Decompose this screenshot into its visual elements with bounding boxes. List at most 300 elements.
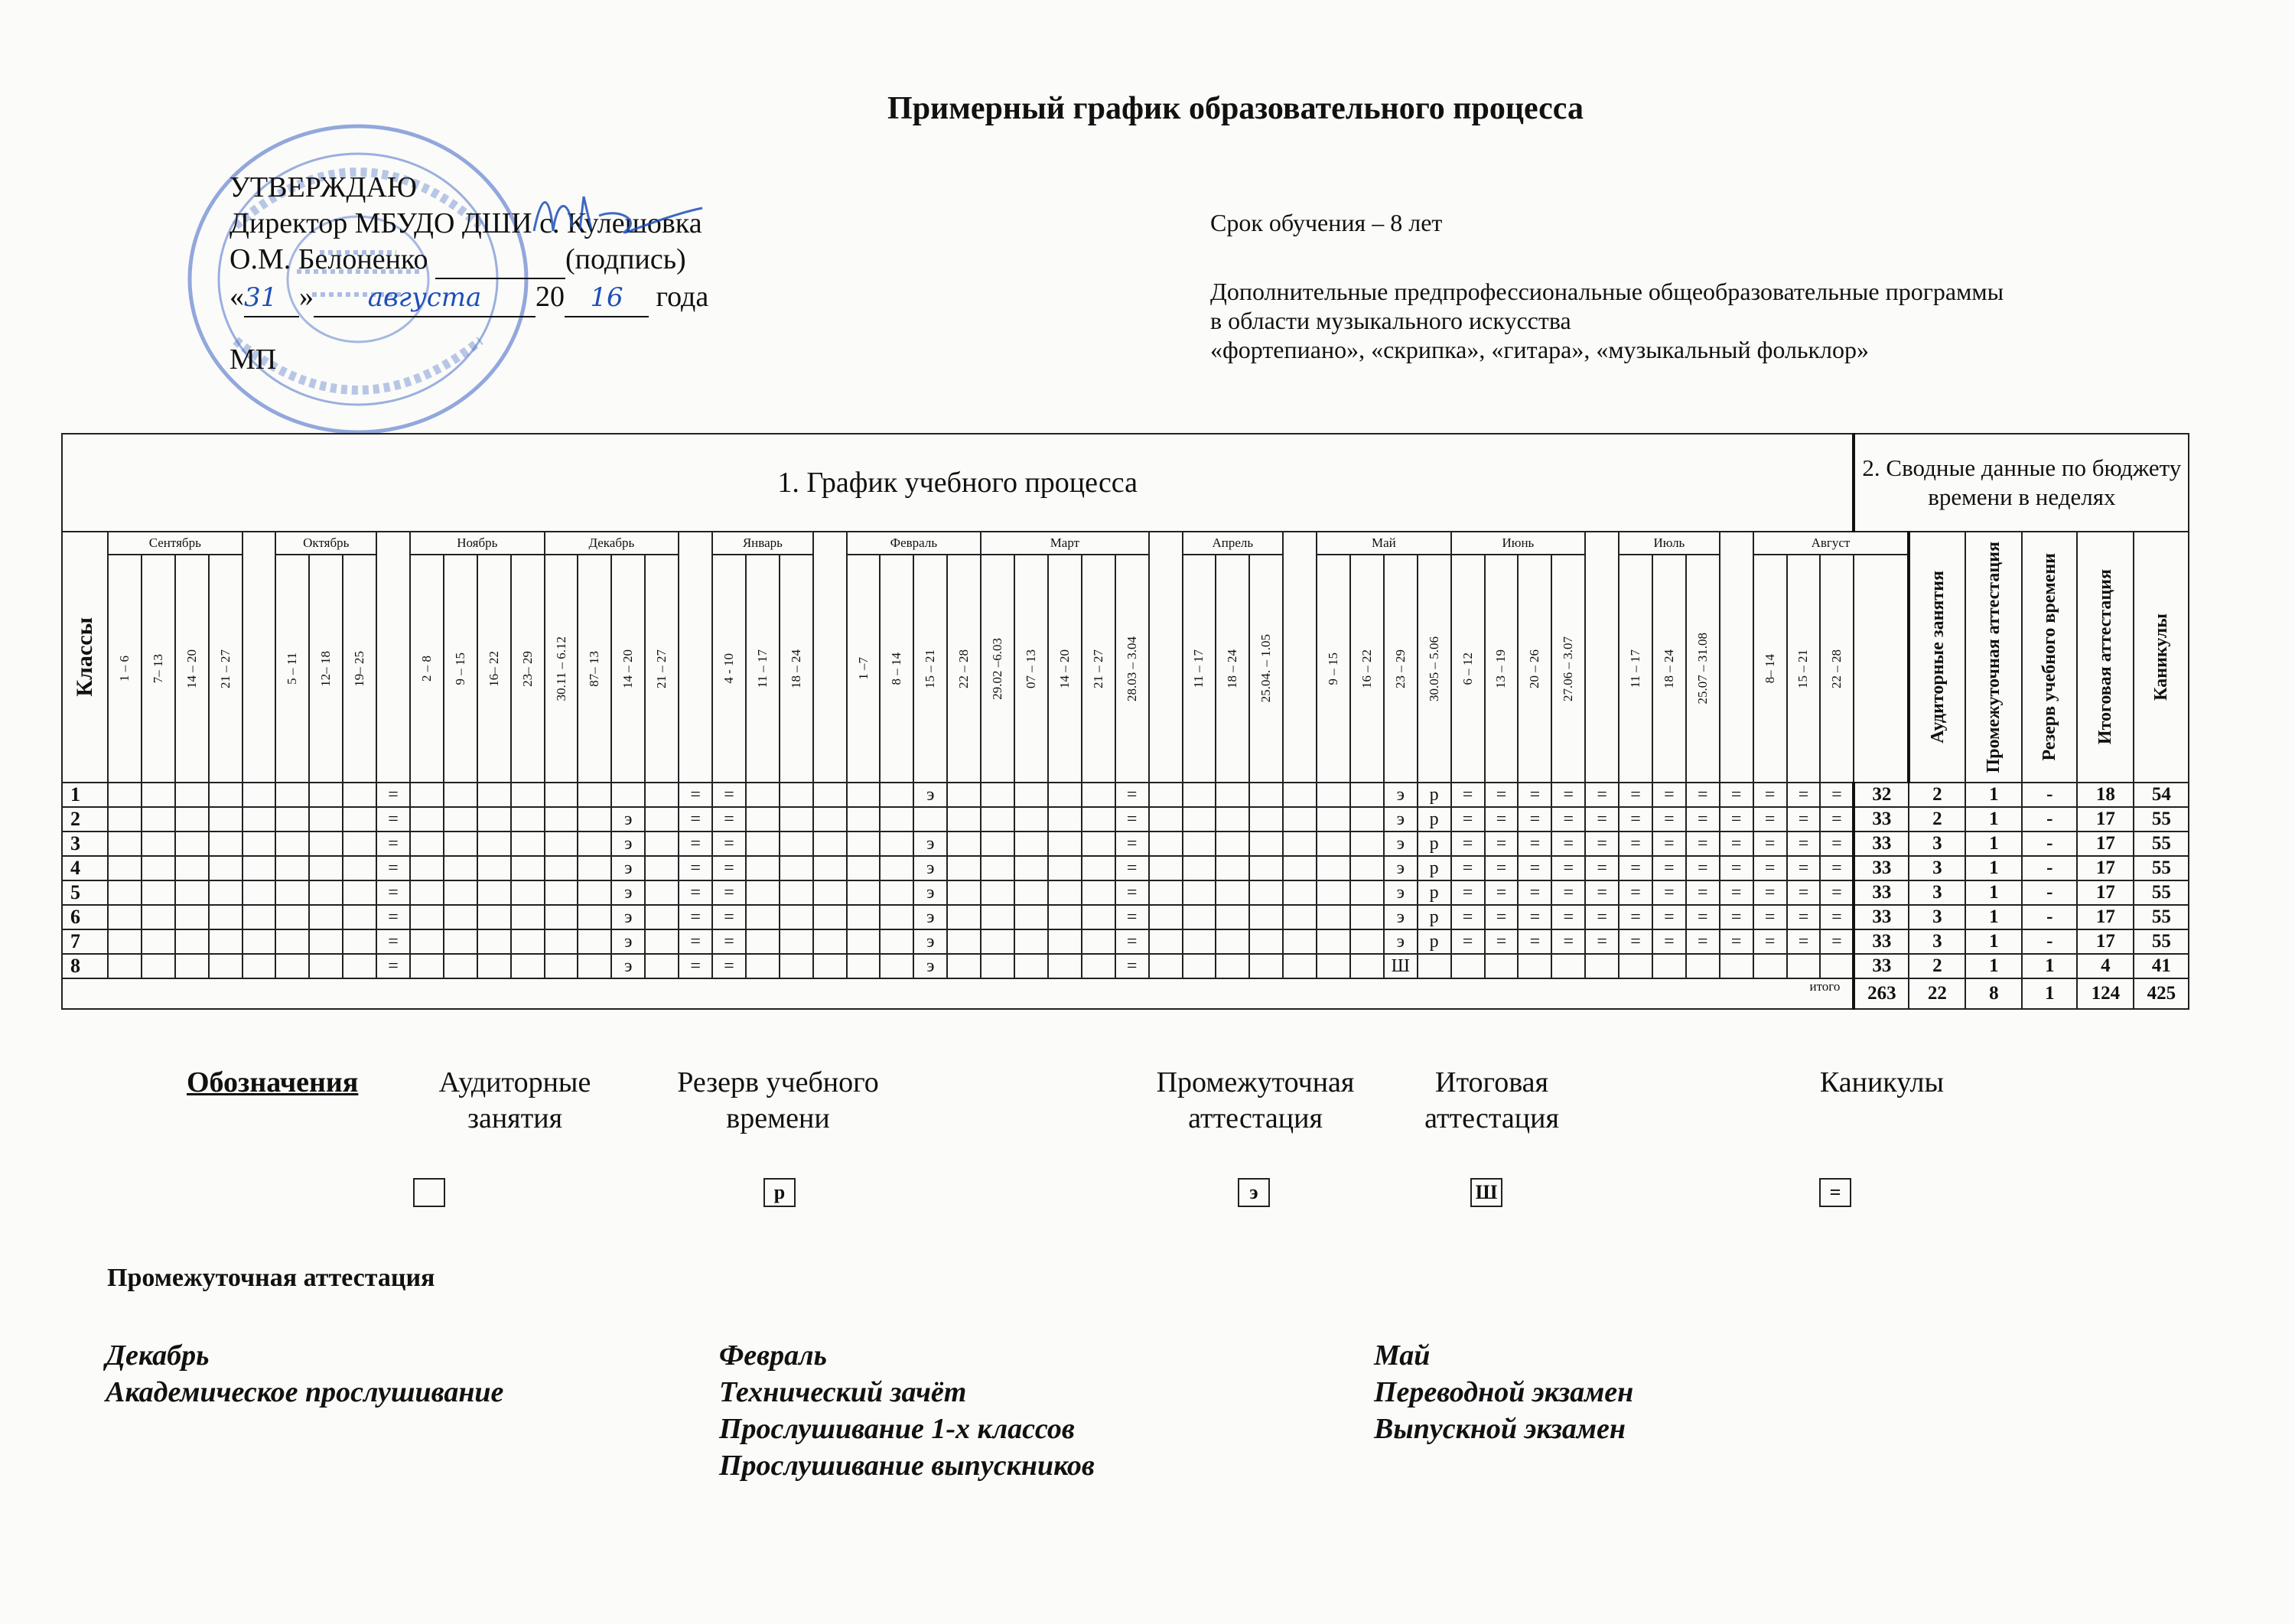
summary-cell: 1 (1965, 856, 2022, 880)
summary-cell: 4 (2077, 954, 2134, 978)
month-header: Август (1753, 532, 1909, 555)
schedule-cell (243, 832, 276, 856)
summary-cell: 55 (2134, 832, 2189, 856)
schedule-cell: = (679, 783, 712, 807)
schedule-cell: = (679, 880, 712, 905)
schedule-cell: = (376, 905, 410, 929)
schedule-cell (108, 929, 142, 954)
schedule-cell (309, 807, 343, 832)
schedule-cell (981, 783, 1014, 807)
schedule-cell: = (1720, 905, 1753, 929)
schedule-cell: = (376, 832, 410, 856)
schedule-cell: э (913, 856, 947, 880)
month-header: Октябрь (275, 532, 376, 555)
schedule-cell (1350, 807, 1384, 832)
schedule-cell (645, 832, 679, 856)
schedule-cell (746, 783, 780, 807)
schedule-cell (1014, 905, 1048, 929)
summary-cell: 55 (2134, 856, 2189, 880)
schedule-cell: = (1787, 832, 1821, 856)
schedule-cell (1183, 807, 1216, 832)
schedule-cell (813, 856, 847, 880)
week-label: 11 – 17 (754, 649, 770, 688)
class-number: 5 (62, 880, 108, 905)
schedule-cell (343, 929, 376, 954)
schedule-cell: = (1652, 807, 1686, 832)
schedule-cell: = (376, 954, 410, 978)
schedule-cell (309, 929, 343, 954)
week-header (275, 555, 309, 783)
summary-cell: 2 (1909, 783, 1965, 807)
schedule-cell (981, 880, 1014, 905)
schedule-cell (947, 880, 981, 905)
schedule-cell: = (1686, 929, 1720, 954)
month-header: Ноябрь (410, 532, 545, 555)
schedule-cell (645, 856, 679, 880)
week-header (1115, 555, 1149, 783)
schedule-cell (611, 783, 645, 807)
schedule-cell: = (712, 783, 746, 807)
schedule-cell (1183, 905, 1216, 929)
schedule-cell: = (1619, 783, 1652, 807)
schedule-cell (142, 807, 175, 832)
schedule-cell (746, 905, 780, 929)
week-header (712, 555, 746, 783)
schedule-cell (142, 783, 175, 807)
summary-cell: 1 (1965, 905, 2022, 929)
signature-label: (подпись) (565, 243, 686, 275)
schedule-cell: р (1418, 880, 1451, 905)
schedule-cell (209, 856, 243, 880)
schedule-cell: р (1418, 856, 1451, 880)
month-header: Март (981, 532, 1148, 555)
summary-header: Резерв учебного времени (2022, 532, 2077, 783)
schedule-cell (511, 783, 545, 807)
schedule-cell (142, 905, 175, 929)
schedule-cell: э (611, 807, 645, 832)
schedule-cell (947, 783, 981, 807)
schedule-cell: = (1720, 832, 1753, 856)
schedule-cell (309, 880, 343, 905)
schedule-cell (275, 880, 309, 905)
table-row (62, 880, 2189, 905)
schedule-cell (746, 832, 780, 856)
schedule-cell (1183, 954, 1216, 978)
schedule-cell (780, 783, 813, 807)
schedule-cell (309, 783, 343, 807)
total-cell: 263 (1854, 978, 1909, 1009)
schedule-cell (343, 832, 376, 856)
schedule-cell (243, 929, 276, 954)
schedule-cell (780, 929, 813, 954)
summary-cell: 33 (1854, 880, 1909, 905)
legend-heading: Обозначения (187, 1066, 359, 1098)
schedule-cell (1317, 807, 1350, 832)
week-header (209, 555, 243, 783)
table-row (62, 783, 2189, 807)
stamp-place-label: МП (230, 343, 277, 376)
schedule-cell (275, 807, 309, 832)
schedule-cell: = (1115, 905, 1149, 929)
schedule-cell (780, 905, 813, 929)
week-header (410, 555, 444, 783)
attestation-title: Промежуточная аттестация (107, 1264, 435, 1292)
schedule-cell (175, 856, 209, 880)
schedule-cell: = (712, 954, 746, 978)
schedule-cell (1686, 954, 1720, 978)
week-header (175, 555, 209, 783)
schedule-cell (1216, 783, 1249, 807)
summary-cell: 3 (1909, 880, 1965, 905)
schedule-cell: э (913, 832, 947, 856)
schedule-cell (410, 880, 444, 905)
schedule-cell: = (376, 880, 410, 905)
schedule-cell: = (1753, 905, 1787, 929)
schedule-cell (913, 807, 947, 832)
schedule-cell: = (376, 929, 410, 954)
legend-holidays: Каникулы (1819, 1066, 1945, 1098)
page-title: Примерный график образовательного процесса (887, 91, 1584, 126)
schedule-cell: э (913, 880, 947, 905)
schedule-cell: = (1720, 929, 1753, 954)
class-number: 8 (62, 954, 108, 978)
week-header (309, 555, 343, 783)
schedule-cell (1249, 807, 1283, 832)
summary-cell: 2 (1909, 954, 1965, 978)
table-row (62, 807, 2189, 832)
schedule-cell: = (1720, 856, 1753, 880)
schedule-cell: = (1518, 807, 1551, 832)
schedule-cell (511, 905, 545, 929)
schedule-cell (578, 783, 611, 807)
schedule-cell (275, 832, 309, 856)
week-header (1820, 555, 1854, 783)
schedule-cell: э (1384, 807, 1418, 832)
schedule-cell: = (1619, 856, 1652, 880)
week-label: 8– 14 (1762, 653, 1777, 684)
schedule-cell: = (1787, 880, 1821, 905)
schedule-cell: = (1115, 783, 1149, 807)
schedule-cell (511, 856, 545, 880)
schedule-cell (410, 807, 444, 832)
schedule-cell: = (1518, 905, 1551, 929)
schedule-cell (545, 954, 578, 978)
week-header (578, 555, 611, 783)
schedule-cell: = (1820, 929, 1854, 954)
week-header (880, 555, 913, 783)
schedule-cell: = (1551, 856, 1585, 880)
schedule-cell (545, 807, 578, 832)
week-header (1753, 555, 1787, 783)
schedule-cell: э (611, 832, 645, 856)
schedule-cell: = (679, 807, 712, 832)
week-header (1551, 555, 1585, 783)
schedule-cell (981, 905, 1014, 929)
summary-cell: - (2022, 856, 2077, 880)
schedule-cell (746, 929, 780, 954)
summary-cell: 33 (1854, 905, 1909, 929)
schedule-cell (545, 880, 578, 905)
summary-cell: 17 (2077, 880, 2134, 905)
schedule-cell: = (1485, 929, 1519, 954)
schedule-cell: э (913, 954, 947, 978)
week-header (645, 555, 679, 783)
schedule-cell (1720, 954, 1753, 978)
schedule-cell (947, 954, 981, 978)
schedule-cell (175, 905, 209, 929)
schedule-cell (1350, 929, 1384, 954)
schedule-cell (1317, 929, 1350, 954)
schedule-cell (645, 783, 679, 807)
schedule-cell: = (1787, 905, 1821, 929)
schedule-cell (1149, 929, 1183, 954)
schedule-cell (410, 832, 444, 856)
schedule-cell (410, 783, 444, 807)
summary-cell: 33 (1854, 832, 1909, 856)
schedule-cell: р (1418, 783, 1451, 807)
summary-cell: 17 (2077, 856, 2134, 880)
legend-symbol-reserve: р (763, 1178, 796, 1207)
week-header (1082, 555, 1115, 783)
week-label: 22 – 28 (956, 649, 972, 688)
week-label: 28.03 – 3.04 (1124, 636, 1139, 701)
schedule-cell (108, 832, 142, 856)
schedule-cell (847, 856, 881, 880)
schedule-cell (1014, 929, 1048, 954)
week-label: 7– 13 (150, 653, 165, 684)
week-label: 18 – 24 (1661, 649, 1676, 688)
schedule-cell: = (712, 929, 746, 954)
schedule-cell (847, 954, 881, 978)
schedule-cell (1216, 929, 1249, 954)
schedule-cell (880, 905, 913, 929)
schedule-cell: = (1820, 807, 1854, 832)
schedule-cell: = (1686, 905, 1720, 929)
month-header: Декабрь (545, 532, 679, 555)
schedule-cell (880, 783, 913, 807)
schedule-cell: = (1686, 783, 1720, 807)
schedule-cell: = (1585, 929, 1619, 954)
program-line-1: Дополнительные предпрофессиональные общеобразовательные программы (1210, 278, 2004, 305)
schedule-cell (511, 880, 545, 905)
schedule-cell (813, 905, 847, 929)
schedule-cell: = (1551, 929, 1585, 954)
schedule-cell (343, 905, 376, 929)
schedule-cell (1216, 880, 1249, 905)
schedule-cell (243, 880, 276, 905)
week-label: 16– 22 (486, 650, 501, 687)
summary-cell: 33 (1854, 929, 1909, 954)
summary-cell: 33 (1854, 807, 1909, 832)
schedule-cell: = (1686, 880, 1720, 905)
schedule-cell (1048, 905, 1082, 929)
summary-header: Каникулы (2134, 532, 2189, 783)
schedule-cell (410, 954, 444, 978)
schedule-cell (209, 832, 243, 856)
schedule-cell: = (1115, 954, 1149, 978)
schedule-cell (780, 832, 813, 856)
summary-cell: 17 (2077, 807, 2134, 832)
schedule-cell: = (1518, 856, 1551, 880)
week-header (1485, 555, 1519, 783)
schedule-cell (813, 880, 847, 905)
schedule-cell (444, 856, 477, 880)
schedule-cell (444, 880, 477, 905)
schedule-cell (813, 783, 847, 807)
schedule-cell: = (1451, 929, 1485, 954)
summary-cell: - (2022, 880, 2077, 905)
week-label: 9 – 15 (452, 652, 467, 685)
week-label: 25.04. – 1.05 (1258, 634, 1274, 703)
schedule-cell (947, 905, 981, 929)
schedule-cell (477, 954, 511, 978)
schedule-cell: = (1115, 832, 1149, 856)
date-year: 16 (590, 282, 623, 313)
schedule-cell (1418, 954, 1451, 978)
schedule-cell: = (712, 880, 746, 905)
schedule-cell (780, 880, 813, 905)
schedule-cell (1249, 905, 1283, 929)
schedule-cell (780, 954, 813, 978)
schedule-cell (142, 954, 175, 978)
schedule-cell (243, 954, 276, 978)
schedule-cell (1082, 832, 1115, 856)
week-header (1350, 555, 1384, 783)
class-number: 4 (62, 856, 108, 880)
week-label: 11 – 17 (1628, 649, 1643, 688)
schedule-cell (175, 783, 209, 807)
schedule-cell (813, 807, 847, 832)
schedule-cell: = (1451, 783, 1485, 807)
schedule-cell (142, 856, 175, 880)
schedule-cell: = (1585, 880, 1619, 905)
schedule-cell: = (1518, 880, 1551, 905)
director-name: О.М. Белоненко (230, 243, 428, 275)
schedule-cell (1216, 832, 1249, 856)
week-header (1619, 555, 1652, 783)
schedule-cell (477, 929, 511, 954)
class-number: 7 (62, 929, 108, 954)
schedule-cell (175, 954, 209, 978)
schedule-cell: = (1820, 832, 1854, 856)
date-day: 31 (244, 282, 278, 313)
week-header (847, 555, 881, 783)
schedule-cell (175, 807, 209, 832)
schedule-cell: = (1115, 880, 1149, 905)
schedule-cell: = (1115, 929, 1149, 954)
schedule-cell (209, 929, 243, 954)
schedule-cell (1014, 783, 1048, 807)
summary-cell: 17 (2077, 832, 2134, 856)
schedule-cell (410, 929, 444, 954)
week-label: 30.05 – 5.06 (1426, 636, 1441, 701)
schedule-cell: = (1652, 832, 1686, 856)
schedule-cell (947, 807, 981, 832)
week-label: 15 – 21 (923, 649, 938, 688)
schedule-cell (1283, 880, 1317, 905)
schedule-cell: = (376, 856, 410, 880)
schedule-cell (880, 807, 913, 832)
schedule-cell: = (1551, 832, 1585, 856)
schedule-cell (209, 880, 243, 905)
week-header (1418, 555, 1451, 783)
summary-cell: 3 (1909, 905, 1965, 929)
schedule-cell (275, 954, 309, 978)
summary-cell: - (2022, 807, 2077, 832)
week-label: 27.06 – 3.07 (1561, 636, 1576, 701)
summary-cell: 1 (1965, 929, 2022, 954)
week-header (1652, 555, 1686, 783)
schedule-cell: = (1753, 929, 1787, 954)
summary-cell: - (2022, 832, 2077, 856)
schedule-cell (511, 832, 545, 856)
schedule-cell: = (1820, 880, 1854, 905)
schedule-cell (746, 807, 780, 832)
schedule-cell (343, 807, 376, 832)
week-header (913, 555, 947, 783)
schedule-cell: = (1652, 905, 1686, 929)
schedule-cell: = (1820, 905, 1854, 929)
schedule-cell: = (376, 783, 410, 807)
summary-cell: - (2022, 929, 2077, 954)
schedule-cell (309, 954, 343, 978)
schedule-cell (1317, 783, 1350, 807)
summary-cell: - (2022, 905, 2077, 929)
schedule-cell: = (1551, 783, 1585, 807)
schedule-cell: = (1115, 807, 1149, 832)
summary-cell: 3 (1909, 929, 1965, 954)
schedule-cell (947, 856, 981, 880)
schedule-cell: = (679, 954, 712, 978)
schedule-cell (243, 905, 276, 929)
schedule-cell: = (1451, 807, 1485, 832)
schedule-cell: = (1585, 832, 1619, 856)
summary-cell: 41 (2134, 954, 2189, 978)
week-label: 5 – 11 (285, 653, 300, 685)
class-number: 2 (62, 807, 108, 832)
schedule-cell: = (1485, 905, 1519, 929)
summary-cell: 55 (2134, 929, 2189, 954)
week-header (1216, 555, 1249, 783)
schedule-cell (343, 783, 376, 807)
schedule-cell (343, 954, 376, 978)
schedule-cell: = (1720, 807, 1753, 832)
summary-cell: 17 (2077, 929, 2134, 954)
schedule-cell: э (1384, 783, 1418, 807)
week-header (1048, 555, 1082, 783)
week-header (1249, 555, 1283, 783)
schedule-cell: э (611, 880, 645, 905)
schedule-cell (1082, 880, 1115, 905)
totals-row (62, 978, 2189, 1009)
schedule-cell: = (1485, 807, 1519, 832)
schedule-cell: = (1518, 929, 1551, 954)
approve-position: Директор МБУДО ДШИ с. Кулешовка (230, 207, 702, 239)
schedule-cell (1350, 905, 1384, 929)
schedule-cell (275, 783, 309, 807)
week-label: 23 – 29 (1392, 649, 1408, 688)
schedule-cell (746, 954, 780, 978)
schedule-cell (175, 929, 209, 954)
schedule-cell: = (1753, 832, 1787, 856)
schedule-cell: р (1418, 832, 1451, 856)
schedule-cell (545, 832, 578, 856)
schedule-cell (1048, 783, 1082, 807)
week-label: 21 – 27 (217, 649, 233, 688)
week-header (1451, 555, 1485, 783)
schedule-cell (1082, 856, 1115, 880)
summary-cell: 54 (2134, 783, 2189, 807)
